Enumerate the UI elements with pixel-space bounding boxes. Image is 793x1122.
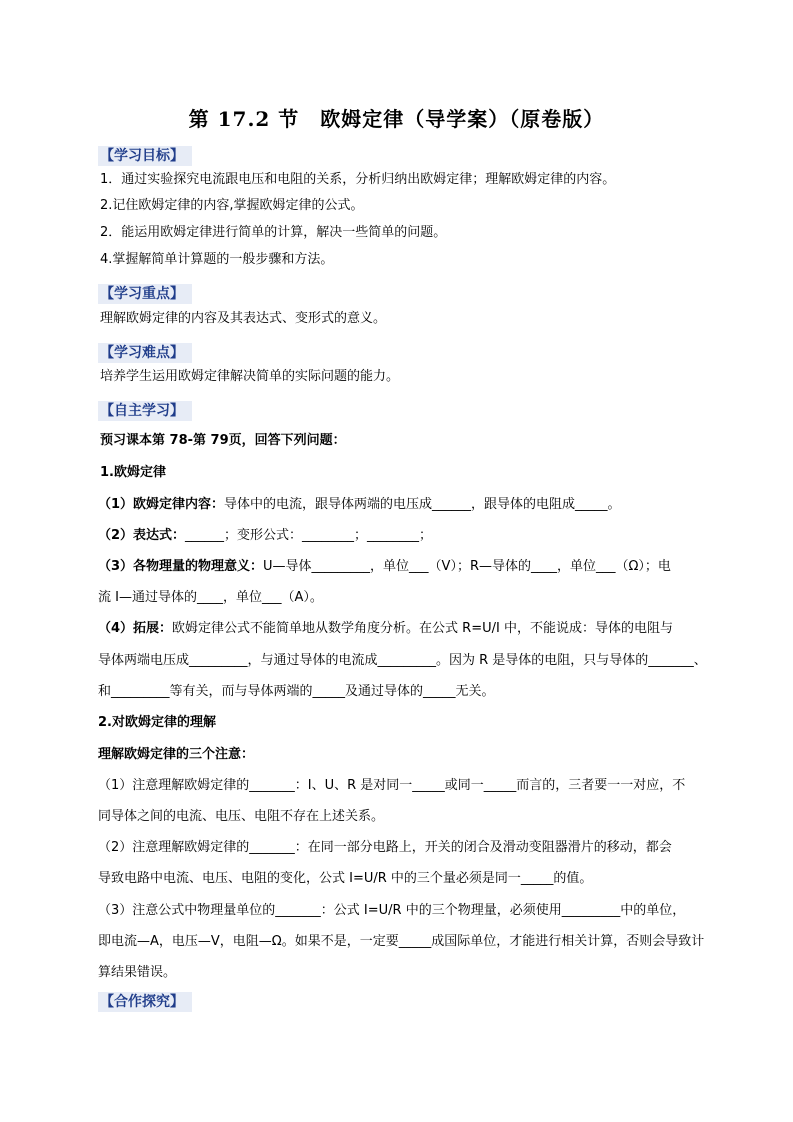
key-points-text: 理解欧姆定律的内容及其表达式、变形式的意义。: [100, 311, 387, 326]
heading-cooperative-inquiry: 【合作探究】: [98, 992, 192, 1012]
note-2: （2）注意理解欧姆定律的_______：在同一部分电路上，开关的闭合及滑动变阻器滑片的移动，都会: [98, 840, 672, 855]
goal-item: 2.记住欧姆定律的内容,掌握欧姆定律的公式。: [100, 198, 364, 213]
question-1-label: （1）欧姆定律内容：: [98, 497, 225, 512]
question-1: [98, 496, 621, 514]
goal-item: 1．通过实验探究电流跟电压和电阻的关系，分析归纳出欧姆定律；理解欧姆定律的内容。: [100, 172, 616, 187]
heading-key-points: 【学习重点】: [98, 284, 192, 304]
heading-learning-goals: 【学习目标】: [98, 146, 192, 166]
question-3-text: U—导体_________，单位___（V）；R—导体的____，单位___（Ω）；电: [263, 559, 671, 574]
note-1-continued: 同导体之间的电流、电压、电阻不存在上述关系。: [98, 809, 385, 824]
question-2-label: （2）表达式：: [98, 528, 186, 543]
goal-item: 4.掌握解简单计算题的一般步骤和方法。: [100, 252, 334, 267]
question-2: [98, 527, 432, 545]
note-3-continued: 算结果错误。: [98, 965, 177, 980]
part1-title: 1.欧姆定律: [100, 465, 166, 480]
question-3-continued: 流 I—通过导体的____，单位___（A）。: [98, 590, 323, 605]
note-1: （1）注意理解欧姆定律的_______：I、U、R 是对同一_____或同一_____而言的，三者要一一对应，不: [98, 778, 686, 793]
goal-item: 2．能运用欧姆定律进行简单的计算，解决一些简单的问题。: [100, 225, 447, 240]
note-3: （3）注意公式中物理量单位的_______：公式 I=U/R 中的三个物理量，必须使用_________中的单位，: [98, 903, 686, 918]
question-4-continued: 导体两端电压成_________，与通过导体的电流成_________。因为 R 是导体的电阻，只与导体的_______、: [98, 653, 707, 668]
difficulties-text: 培养学生运用欧姆定律解决简单的实际问题的能力。: [100, 369, 400, 384]
heading-difficulties: 【学习难点】: [98, 343, 192, 363]
note-2-continued: 导致电路中电流、电压、电阻的变化，公式 I=U/R 中的三个量必须是同一_____的值。: [98, 871, 593, 886]
question-4-label: （4）拓展：: [98, 621, 173, 636]
question-4-text: 欧姆定律公式不能简单地从数学角度分析。在公式 R=U/I 中，不能说成：导体的电阻与: [172, 621, 673, 636]
part2-subtitle: 理解欧姆定律的三个注意：: [98, 747, 255, 762]
heading-self-study: 【自主学习】: [98, 401, 192, 421]
part2-title: 2.对欧姆定律的理解: [98, 715, 216, 730]
page-title: 第 17.2 节 欧姆定律（导学案）（原卷版）: [188, 107, 605, 131]
question-4-continued: 和_________等有关，而与导体两端的_____及通过导体的_____无关。: [98, 684, 495, 699]
question-3-label: （3）各物理量的物理意义：: [98, 559, 264, 574]
self-study-intro: 预习课本第 78-第 79页，回答下列问题：: [100, 433, 346, 448]
question-4: [98, 620, 673, 638]
question-3: [98, 558, 671, 576]
note-3-continued: 即电流—A，电压—V，电阻—Ω。如果不是，一定要_____成国际单位，才能进行相关计算，否则会导致计: [98, 934, 705, 949]
question-2-text: ______；变形公式：________；________；: [185, 528, 433, 543]
question-1-text: 导体中的电流，跟导体两端的电压成______，跟导体的电阻成_____。: [224, 497, 621, 512]
